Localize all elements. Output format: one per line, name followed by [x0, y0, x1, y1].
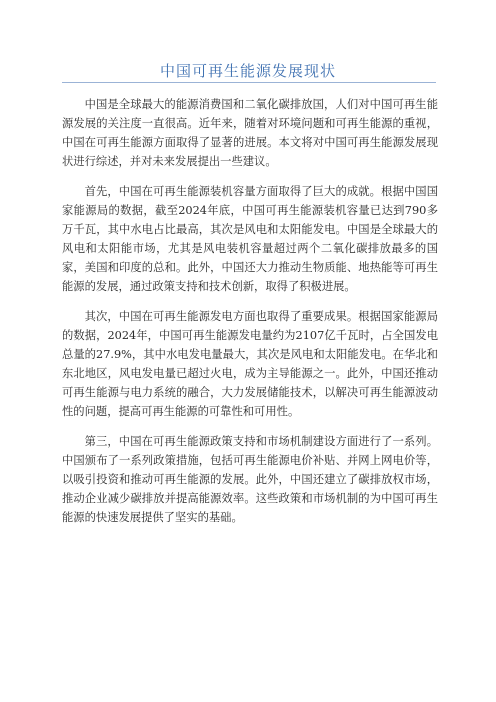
paragraph-capacity: 首先，中国在可再生能源装机容量方面取得了巨大的成就。根据中国国家能源局的数据，截至2024年底，中国可再生能源装机容量已达到790多万千瓦，其中水电占比最高，其次是风电和太阳能发电。中国是全球最大的风电和太阳能市场，尤其是风电装机容量超过两个二氧化碳排放最多的国家，美国和印度的总和。此外，中国还大力推动生物质能、地热能等可再生能源的发展，通过政策支持和技术创新，取得了积极进展。: [62, 185, 438, 293]
paragraph-intro: 中国是全球最大的能源消费国和二氧化碳排放国，人们对中国可再生能源发展的关注度一直很高。近年来，随着对环境问题和可再生能源的重视，中国在可再生能源方面取得了显著的进展。本文将对中国可再生能源发展现状进行综述，并对未来发展提出一些建议。: [62, 98, 438, 168]
title-divider: [62, 82, 436, 83]
document-title: 中国可再生能源发展现状: [159, 62, 336, 80]
paragraph-policy: 第三，中国在可再生能源政策支持和市场机制建设方面进行了一系列。中国颁布了一系列政策措施，包括可再生能源电价补贴、并网上网电价等，以吸引投资和推动可再生能源的发展。此外，中国还建立了碳排放权市场，推动企业减少碳排放并提高能源效率。这些政策和市场机制的为中国可再生能源的快速发展提供了坚实的基础。: [62, 435, 438, 524]
document-body: [62, 95, 438, 538]
paragraph-generation: 其次，中国在可再生能源发电方面也取得了重要成果。根据国家能源局的数据，2024年，中国可再生能源发电量约为2107亿千瓦时，占全国发电总量的27.9%，其中水电发电量最大，其次是风电和太阳能发电。在华北和东北地区，风电发电量已超过火电，成为主导能源之一。此外，中国还推动可再生能源与电力系统的融合，大力发展储能技术，以解决可再生能源波动性的问题，提高可再生能源的可靠性和可用性。: [62, 310, 438, 418]
